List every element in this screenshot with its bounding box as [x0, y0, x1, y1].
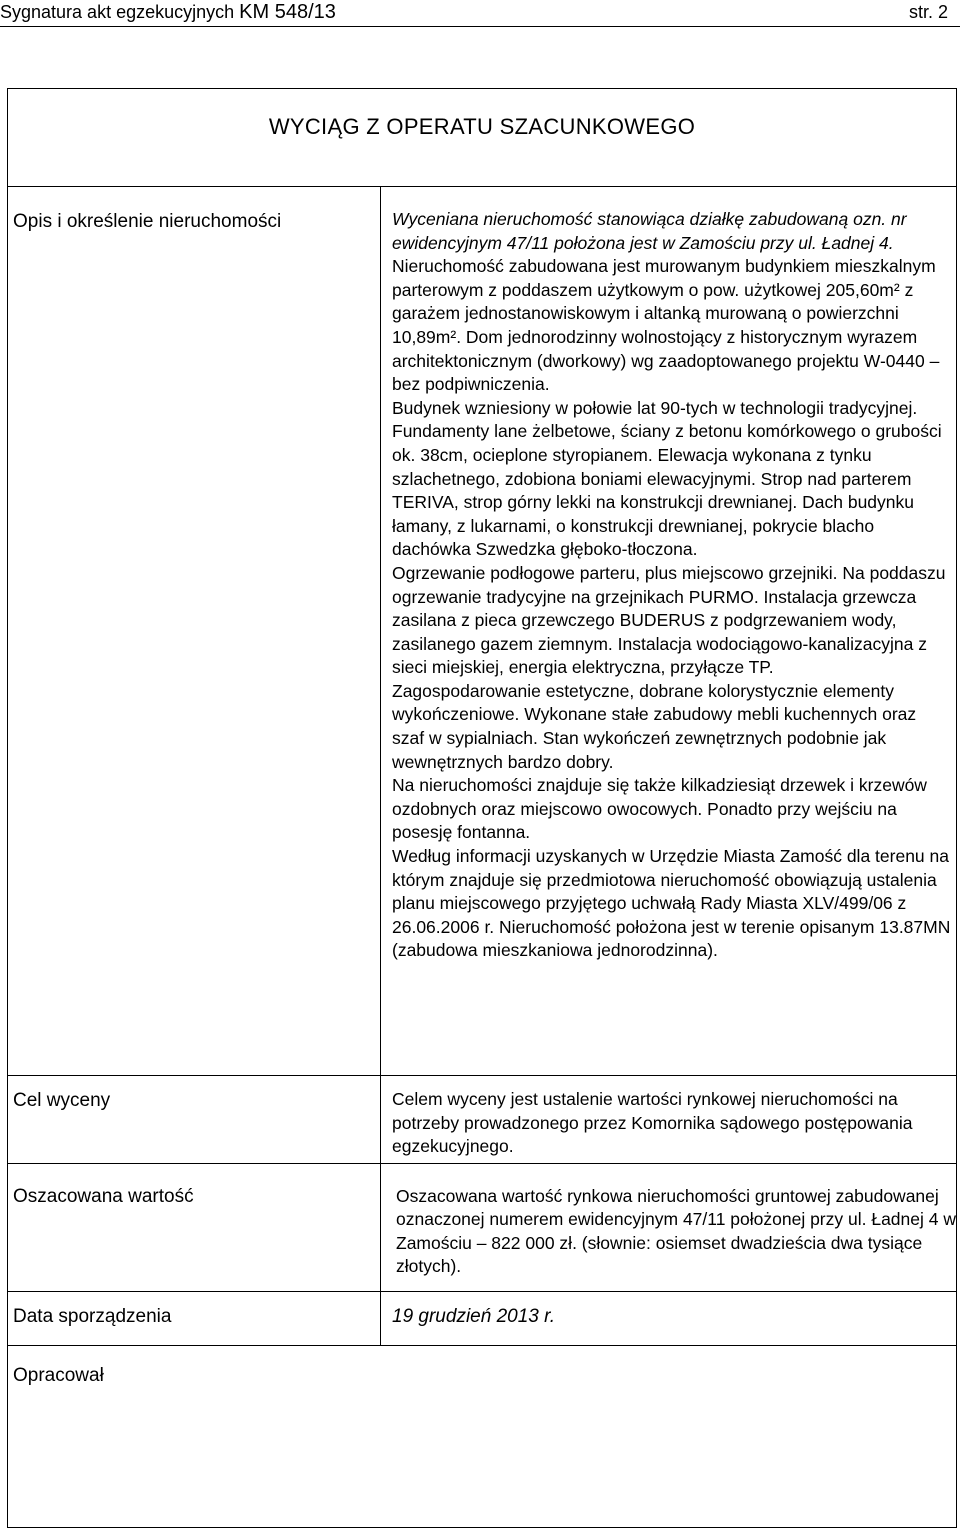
construction-text: Budynek wzniesiony w połowie lat 90-tych w technologii tradycyjnej. Fundamenty lane żelbetowe, ściany z betonu komórkowego o grubości ok. 38cm, ocieplone styropianem. Elewacja wykonana z tynku szlachetnego, zdobiona boniami elewacyjnymi. Strop nad parterem TERIVA, strop górny lekki na konstrukcji drewnianej. Dach budynku łamany, z lukarnami, o konstrukcji drewnianej, pokrycie blacho dachówka Szwedzka głęboko-tłoczona. — [392, 397, 942, 560]
purpose-label: Cel wyceny — [13, 1090, 111, 1111]
building-text: Nieruchomość zabudowana jest murowanym budynkiem mieszkalnym parterowym z poddaszem użytkowym o pow. użytkowej 205,60m² z garażem jednostanowiskowym i altanką murowaną o powierzchni 10,89m². Dom jednorodzinny wolnostojący z historycznym wyrazem architektonicznym (dworkowy) wg zaadoptowanego projektu W-0440 – bez podpiwniczenia. — [392, 256, 940, 395]
purpose-row-divider — [7, 1163, 957, 1164]
finishing-text: Zagospodarowanie estetyczne, dobrane kolorystycznie elementy wykończeniowe. Wykonane stałe zabudowy mebli kuchennych oraz szaf w sypialniach. Stan wykończeń zewnętrznych podobnie jak wewnętrznych bardzo dobry. — [392, 680, 917, 772]
installations-text: Ogrzewanie podłogowe parteru, plus miejscowo grzejniki. Na poddaszu ogrzewanie tradycyjne na grzejnikach PURMO. Instalacja grzewcza zasilana z pieca grzewczego BUDERUS z podgrzewaniem wody, zasilanego gazem ziemnym. Instalacja wodociągowo-kanalizacyjna z sieci miejskiej, energia elektryczna, przyłącze TP. — [392, 562, 946, 678]
date-value: 19 grudzień 2013 r. — [392, 1306, 556, 1327]
title-row-divider — [7, 186, 957, 187]
value-label: Oszacowana wartość — [13, 1186, 194, 1207]
greenery-text: Na nieruchomości znajduje się także kilkadziesiąt drzewek i krzewów ozdobnych oraz miejscowo owocowych. Ponadto przy wejściu na posesję fontanna. — [392, 775, 927, 843]
zoning-text: Według informacji uzyskanych w Urzędzie Miasta Zamość dla terenu na którym znajduje się przedmiotowa nieruchomość obowiązują ustalenia planu miejscowego przyjętego uchwałą Rady Miasta XLV/499/06 z 26.06.2006 r. Nieruchomość położona jest w terenie opisanym 13.87MN (zabudowa mieszkaniowa jednorodzinna). — [392, 846, 951, 961]
description-paragraph — [392, 774, 952, 845]
value-row-divider — [7, 1291, 957, 1292]
description-row-divider — [7, 1075, 957, 1076]
description-paragraph — [392, 845, 952, 963]
document-title: WYCIĄG Z OPERATU SZACUNKOWEGO — [268, 114, 696, 139]
location-text: Wyceniana nieruchomość stanowiąca działkę zabudowaną ozn. nr ewidencyjnym 47/11 położona jest w Zamościu przy ul. Ładnej 4. — [392, 209, 907, 253]
description-paragraph — [392, 562, 952, 680]
value-text: Oszacowana wartość rynkowa nieruchomości gruntowej zabudowanej oznaczonej numerem ewidencyjnym 47/11 położonej przy ul. Ładnej 4 w Zamościu – 822 000 zł. (słownie: osiemset dwadzieścia dwa tysiące złotych). — [396, 1186, 956, 1277]
purpose-text: Celem wyceny jest ustalenie wartości rynkowej nieruchomości na potrzeby prowadzonego przez Komornika sądowego postępowania egzekucyjnego. — [392, 1089, 913, 1157]
signature-prefix: Sygnatura akt egzekucyjnych — [0, 2, 240, 22]
description-paragraph — [392, 208, 952, 397]
column-divider — [380, 186, 381, 1345]
author-label: Opracował — [13, 1365, 104, 1386]
description-paragraph — [392, 680, 952, 774]
description-text — [392, 208, 952, 963]
date-row-divider — [7, 1345, 957, 1346]
date-label: Data sporządzenia — [13, 1306, 172, 1327]
header-divider — [0, 26, 960, 27]
description-paragraph — [392, 397, 952, 562]
page-header — [0, 0, 960, 28]
case-number: KM 548/13 — [239, 1, 336, 23]
page-number: str. 2 — [908, 2, 948, 22]
description-label: Opis i określenie nieruchomości — [13, 211, 282, 232]
case-signature — [0, 0, 336, 24]
